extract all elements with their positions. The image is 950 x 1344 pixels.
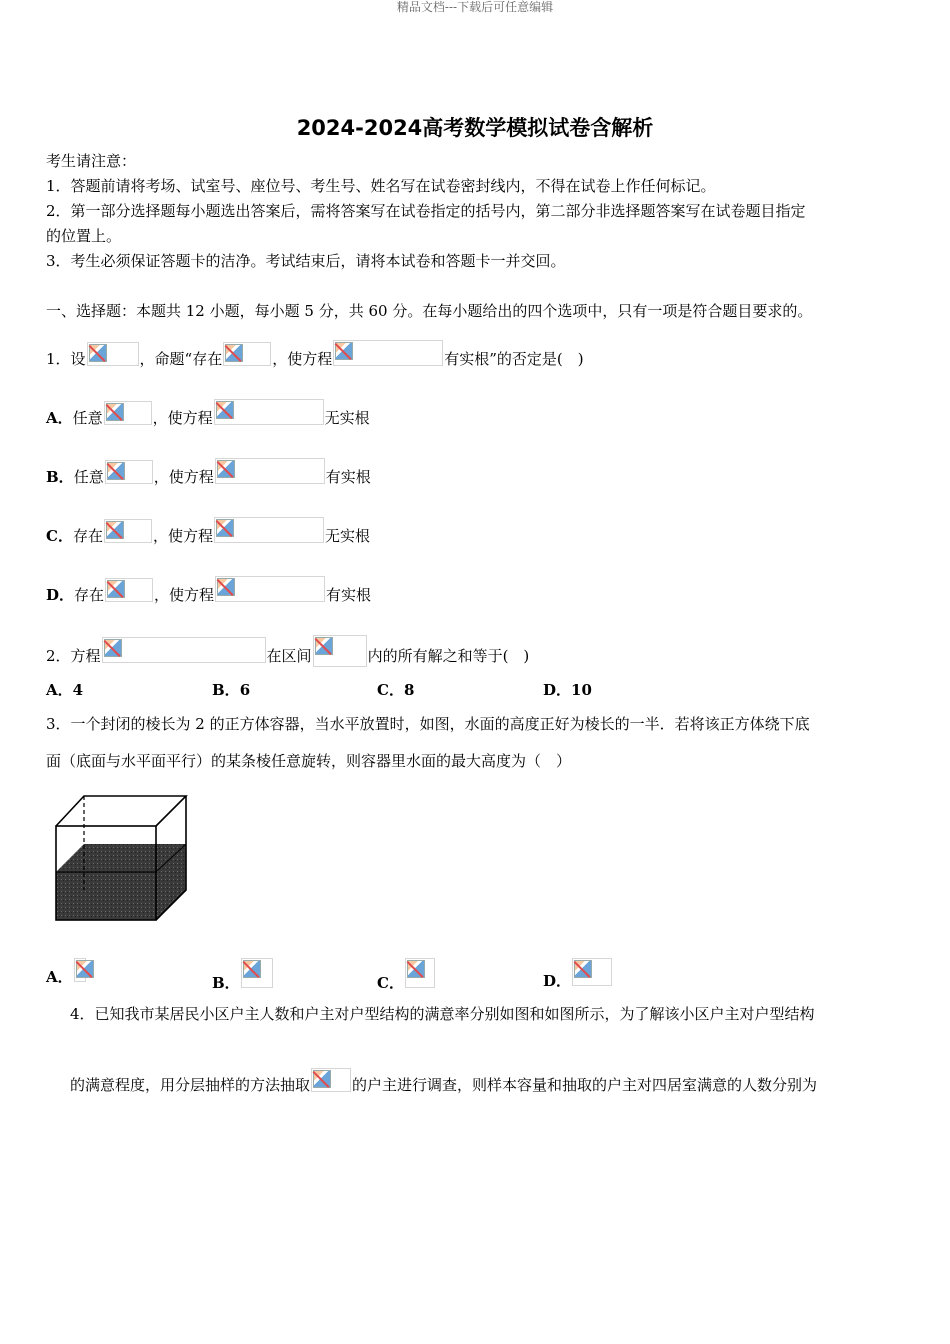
q2-option-d [543,681,592,699]
q3-option-b [212,958,274,992]
formula-image-icon [102,637,266,663]
q1-text-3: ，使方程 [272,350,333,368]
formula-image-icon [405,958,435,988]
question-4-line-2 [70,1068,817,1094]
option-label: A． [46,681,73,699]
option-text: 存在 [72,527,103,545]
option-text: 有实根 [325,468,371,486]
option-label: B． [212,974,240,992]
question-3-line-1: 3．一个封闭的棱长为 2 的正方体容器，当水平放置时，如图，水面的高度正好为棱长的一半．若将该正方体绕下底 [46,715,810,733]
formula-image-icon [214,399,324,425]
q1-text-2: ，命题“存在 [139,350,223,368]
option-text: ，使方程 [152,409,213,427]
formula-image-icon [241,958,273,988]
option-label: C． [46,527,73,545]
cube-water-figure [52,794,188,924]
option-label: D． [543,681,572,699]
formula-image-icon [223,342,271,366]
option-text: 有实根 [326,586,372,604]
q1-text-4: 有实根”的否定是( ) [444,350,584,368]
notice-heading: 考生请注意： [46,152,137,170]
formula-image-icon [214,517,324,543]
q2-option-c [377,681,414,699]
formula-image-icon [105,578,153,602]
q2-text-1: 2．方程 [46,647,101,665]
q4-text-1: 的满意程度，用分层抽样的方法抽取 [70,1076,311,1094]
option-label: B． [212,681,240,699]
formula-image-icon [104,401,152,425]
option-label: A． [46,968,73,986]
formula-image-icon [74,958,86,982]
formula-image-icon [313,635,367,667]
notice-item-2: 2．第一部分选择题每小题选出答案后，需将答案写在试卷指定的括号内，第二部分非选择题答案写在试卷题目指定 [46,202,806,220]
option-value: 6 [239,681,251,699]
q1-option-c [46,517,370,545]
option-text: 任意 [73,468,104,486]
option-text: ，使方程 [152,527,213,545]
option-value: 10 [571,681,592,699]
option-text: 无实根 [324,527,370,545]
option-value: 4 [72,681,84,699]
page-header: 精品文档---下载后可任意编辑 [396,0,554,14]
formula-image-icon [215,458,325,484]
formula-image-icon [215,576,325,602]
option-value: 8 [403,681,415,699]
option-text: ，使方程 [154,586,215,604]
q2-text-2: 在区间 [266,647,312,665]
formula-image-icon [333,340,443,366]
q4-text-2: 的户主进行调查，则样本容量和抽取的户主对四居室满意的人数分别为 [352,1076,818,1094]
page-title: 2024-2024高考数学模拟试卷含解析 [296,116,654,140]
notice-item-2-cont: 的位置上。 [46,227,122,245]
option-label: D． [543,972,572,990]
q1-option-d [46,576,371,604]
option-text: 存在 [74,586,105,604]
option-label: B． [46,468,74,486]
notice-item-3: 3．考生必须保证答题卡的洁净。考试结束后，请将本试卷和答题卡一并交回。 [46,252,566,270]
section-heading: 一、选择题：本题共 12 小题，每小题 5 分，共 60 分。在每小题给出的四个选项中，只有一项是符合题目要求的。 [46,302,813,320]
notice-item-1: 1．答题前请将考场、试室号、座位号、考生号、姓名写在试卷密封线内，不得在试卷上作任何标记。 [46,177,716,195]
question-3-line-2: 面（底面与水平面平行）的某条棱任意旋转，则容器里水面的最大高度为（ ） [46,752,572,770]
q2-text-3: 内的所有解之和等于( ) [367,647,530,665]
question-2 [46,635,529,667]
q2-option-b [212,681,250,699]
formula-image-icon [104,519,152,543]
option-label: C． [377,974,404,992]
option-text: 任意 [72,409,103,427]
option-label: D． [46,586,75,604]
q1-option-b [46,458,371,486]
option-text: ，使方程 [153,468,214,486]
q3-option-c [377,958,436,992]
option-text: 无实根 [324,409,370,427]
option-label: C． [377,681,404,699]
formula-image-icon [87,342,139,366]
q1-option-a [46,399,370,427]
formula-image-icon [105,460,153,484]
formula-image-icon [311,1068,351,1092]
question-4-line-1: 4．已知我市某居民小区户主人数和户主对户型结构的满意率分别如图和如图所示，为了解该小区户主对户型结构 [70,1005,815,1023]
q3-option-a [46,958,87,986]
q3-option-d [543,958,613,990]
option-label: A． [46,409,73,427]
question-1 [46,340,584,368]
q2-option-a [46,681,83,699]
formula-image-icon [572,958,612,986]
q1-text-1: 1．设 [46,350,86,368]
